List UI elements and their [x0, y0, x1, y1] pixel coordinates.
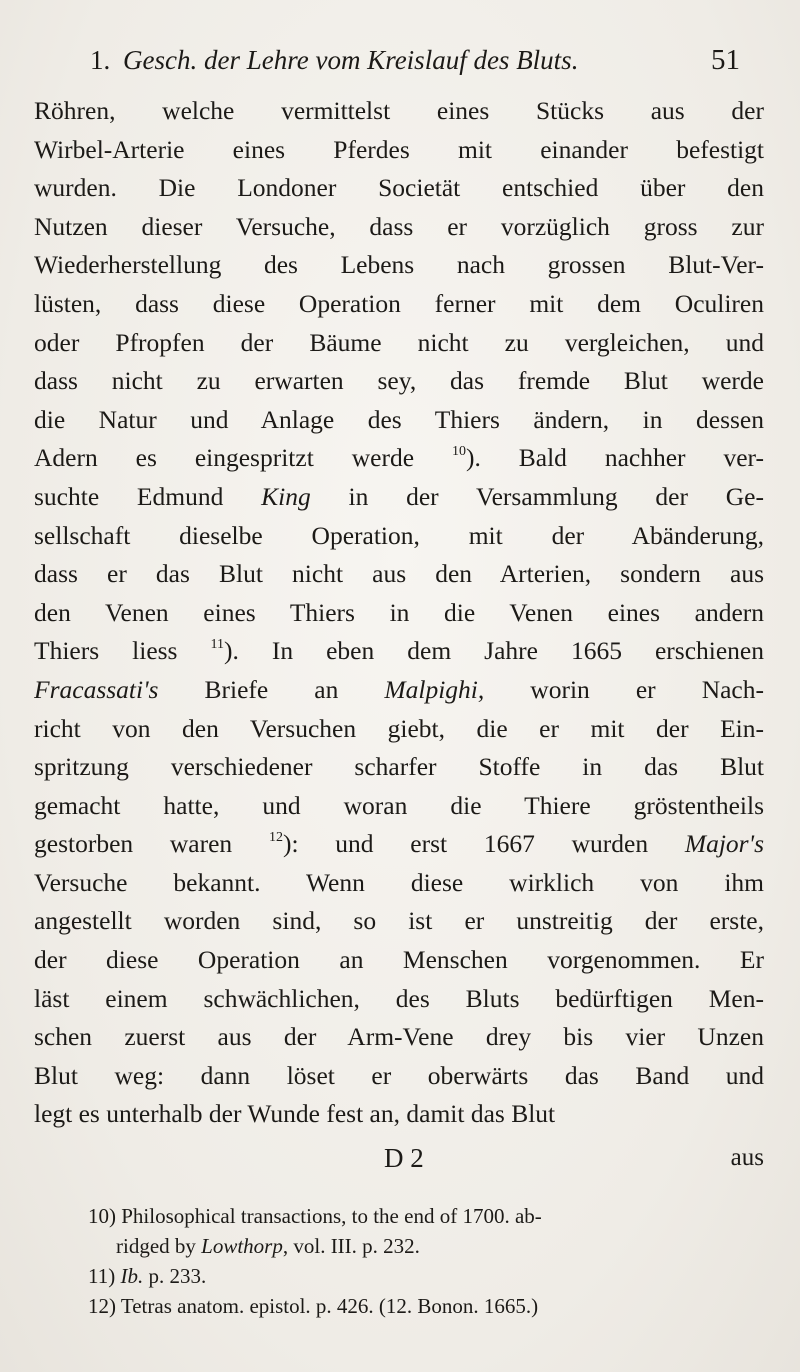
italic-name: Malpighi,: [384, 674, 485, 704]
text-line: richt von den Versuchen giebt, die er mit der Ein-: [34, 713, 764, 743]
text-run: Adern es eingespritzt werde: [34, 443, 452, 473]
footnote: [88, 1291, 768, 1321]
footnote-number: 11): [88, 1264, 121, 1288]
text-line: Blut weg: dann löset er oberwärts das Band und: [34, 1060, 764, 1090]
footnote-number: 10): [88, 1204, 122, 1228]
footnote: [88, 1201, 768, 1231]
text-line: [34, 632, 764, 671]
text-line: Röhren, welche vermittelst eines Stücks aus der: [34, 96, 764, 125]
text-line: den Venen eines Thiers in die Venen eines andern: [34, 597, 764, 627]
text-line: Versuche bekannt. Wenn diese wirklich von ihm: [34, 867, 764, 897]
chapter-title: Gesch. der Lehre vom Kreislauf des Bluts.: [123, 45, 579, 75]
text-line: schen zuerst aus der Arm-Vene drey bis vier Unzen: [34, 1022, 764, 1052]
text-run: ridged by: [116, 1234, 202, 1258]
italic-text: Ib.: [120, 1264, 144, 1288]
italic-name: Lowthorp: [201, 1234, 283, 1258]
continuation-text: [88, 1234, 420, 1258]
text-line: sellschaft dieselbe Operation, mit der Abänderung,: [34, 520, 764, 550]
text-run: ). In eben dem Jahre 1665 erschienen: [223, 636, 764, 666]
text-line: [34, 671, 764, 710]
text-line: Nutzen dieser Versuche, dass er vorzüglich gross zur: [34, 211, 764, 241]
footnote-ref: 10: [451, 444, 466, 460]
text-line: wurden. Die Londoner Societät entschied über den: [34, 173, 764, 203]
footnote-ref: 11: [210, 637, 224, 653]
text-line: angestellt worden sind, so ist er unstreitig der erste,: [34, 906, 764, 936]
text-run: ). Bald nachher ver-: [465, 443, 764, 473]
italic-name: Major's: [684, 829, 764, 859]
text-line: oder Pfropfen der Bäume nicht zu vergleichen, und: [34, 327, 764, 357]
text-line: Wirbel-Arterie eines Pferdes mit einander befestigt: [34, 134, 764, 164]
body-text: [34, 92, 764, 1134]
footnote-ref: 12: [268, 830, 283, 846]
italic-name: King: [261, 481, 311, 511]
signature-row: [34, 1138, 764, 1178]
text-line: der diese Operation an Menschen vorgenommen. Er: [34, 945, 764, 975]
text-line: dass nicht zu erwarten sey, das fremde Blut werde: [34, 366, 764, 396]
footnote: [88, 1261, 768, 1291]
footnotes: [88, 1201, 768, 1321]
text-line: dass er das Blut nicht aus den Arterien, sondern aus: [34, 559, 764, 589]
text-run: in der Versammlung der Ge-: [310, 481, 764, 511]
text-line: spritzung verschiedener scharfer Stoffe in das Blut: [34, 752, 764, 782]
footnote-text: Tetras anatom. epistol. p. 426. (12. Bonon. 1665.): [120, 1294, 539, 1318]
footnote-text: Philosophical transactions, to the end of 1700. ab-: [121, 1204, 542, 1228]
text-line: die Natur und Anlage des Thiers ändern, in dessen: [34, 404, 764, 434]
footnote-continuation: [88, 1231, 768, 1261]
text-run: Thiers liess: [34, 636, 211, 666]
footnote-text: p. 233.: [143, 1264, 207, 1288]
text-run: gestorben waren: [34, 829, 269, 859]
page-number: 51: [711, 44, 740, 76]
text-line: Wiederherstellung des Lebens nach grossen Blut-Ver-: [34, 250, 764, 280]
footnote-number: 12): [88, 1294, 121, 1318]
text-line: [34, 825, 764, 864]
text-line: läst einem schwächlichen, des Bluts bedürftigen Men-: [34, 983, 764, 1013]
text-run: ): und erst 1667 wurden: [282, 829, 685, 859]
signature-mark: D 2: [384, 1143, 424, 1173]
text-line: lüsten, dass diese Operation ferner mit dem Oculiren: [34, 288, 764, 318]
text-run: worin er Nach-: [484, 674, 764, 704]
running-header: [90, 38, 740, 82]
text-line: gemacht hatte, und woran die Thiere gröstentheils: [34, 790, 764, 820]
text-line: legt es unterhalb der Wunde fest an, damit das Blut: [34, 1099, 556, 1129]
catchword: aus: [730, 1144, 764, 1171]
text-run: suchte Edmund: [34, 481, 262, 511]
text-line: [34, 478, 764, 517]
text-run: , vol. III. p. 232.: [282, 1234, 420, 1258]
italic-name: Fracassati's: [34, 674, 159, 704]
text-run: Briefe an: [158, 674, 385, 704]
chapter-number: 1.: [90, 45, 111, 75]
text-line: [34, 439, 764, 478]
